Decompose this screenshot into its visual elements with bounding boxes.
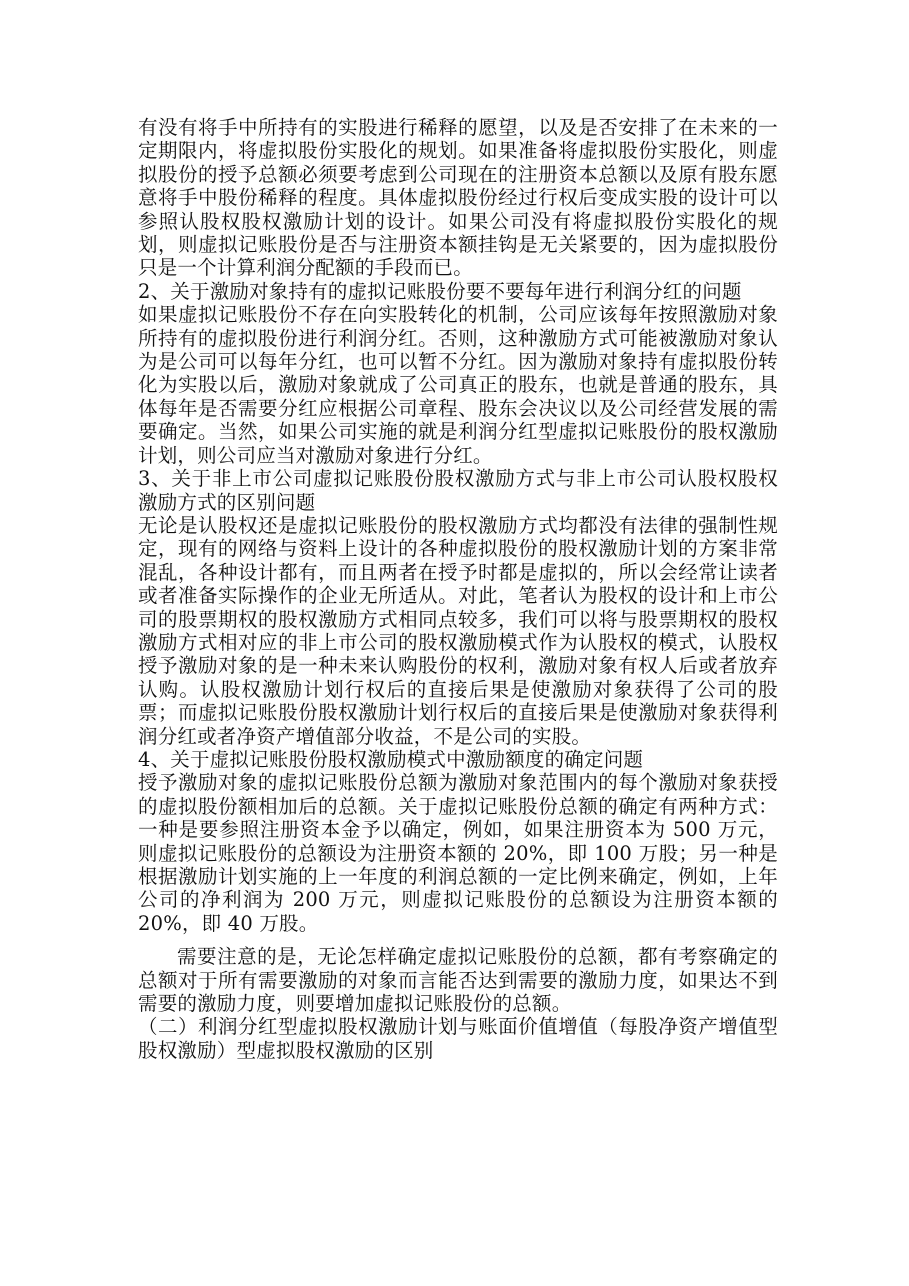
section-heading-3: 3、关于非上市公司虚拟记账股份股权激励方式与非上市公司认股权股权激励方式的区别问题 — [138, 467, 778, 514]
paragraph-virtual-share-conversion: 有没有将手中所持有的实股进行稀释的愿望，以及是否安排了在未来的一定期限内，将虚拟股份实股化的规划。如果准备将虚拟股份实股化，则虚拟股份的授予总额必须要考虑到公司现在的注册资本总额以及原有股东愿意将手中股份稀释的程度。具体虚拟股份经过行权后变成实股的设计可以参照认股权股权激励计划的设计。如果公司没有将虚拟股份实股化的规划，则虚拟记账股份是否与注册资本额挂钩是无关紧要的，因为虚拟股份只是一个计算利润分配额的手段而已。 — [138, 116, 778, 280]
paragraph-comparison: 无论是认股权还是虚拟记账股份的股权激励方式均都没有法律的强制性规定，现有的网络与资料上设计的各种虚拟股份的股权激励计划的方案非常混乱，各种设计都有，而且两者在授予时都是虚拟的，所以会经常让读者或者准备实际操作的企业无所适从。对此，笔者认为股权的设计和上市公司的股票期权的股权激励方式相同点较多，我们可以将与股票期权的股权激励方式相对应的非上市公司的股权激励模式作为认股权的模式，认股权授予激励对象的是一种未来认购股份的权利，激励对象有权人后或者放弃认购。认股权激励计划行权后的直接后果是使激励对象获得了公司的股票；而虚拟记账股份股权激励计划行权后的直接后果是使激励对象获得利润分红或者净资产增值部分收益，不是公司的实股。 — [138, 513, 778, 748]
paragraph-dividend: 如果虚拟记账股份不存在向实股转化的机制，公司应该每年按照激励对象所持有的虚拟股份进行利润分红。否则，这种激励方式可能被激励对象认为是公司可以每年分红，也可以暂不分红。因为激励对象持有虚拟股份转化为实股以后，激励对象就成了公司真正的股东，也就是普通的股东，具体每年是否需要分红应根据公司章程、股东会决议以及公司经营发展的需要确定。当然，如果公司实施的就是利润分红型虚拟记账股份的股权激励计划，则公司应当对激励对象进行分红。 — [138, 303, 778, 467]
paragraph-quota: 授予激励对象的虚拟记账股份总额为激励对象范围内的每个激励对象获授的虚拟股份额相加后的总额。关于虚拟记账股份总额的确定有两种方式：一种是要参照注册资本金予以确定，例如，如果注册资本为 500 万元，则虚拟记账股份的总额设为注册资本额的 20%，即 100 万股；另一种是根据激励计划实施的上一年度的利润总额的一定比例来确定，例如，上年公司的净利润为 200 万元，则虚拟记账股份的总额设为注册资本额的 20%，即 40 万股。 — [138, 771, 778, 935]
section-heading-4: 4、关于虚拟记账股份股权激励模式中激励额度的确定问题 — [138, 747, 644, 771]
document-body — [138, 116, 778, 1062]
section-heading-subsection-2: （二）利润分红型虚拟股权激励计划与账面价值增值（每股净资产增值型股权激励）型虚拟股权激励的区别 — [138, 1015, 778, 1062]
paragraph-note: 需要注意的是，无论怎样确定虚拟记账股份的总额，都有考察确定的总额对于所有需要激励的对象而言能否达到需要的激励力度，如果达不到需要的激励力度，则要增加虚拟记账股份的总额。 — [138, 945, 778, 1016]
section-heading-2: 2、关于激励对象持有的虚拟记账股份要不要每年进行利润分红的问题 — [138, 279, 742, 303]
